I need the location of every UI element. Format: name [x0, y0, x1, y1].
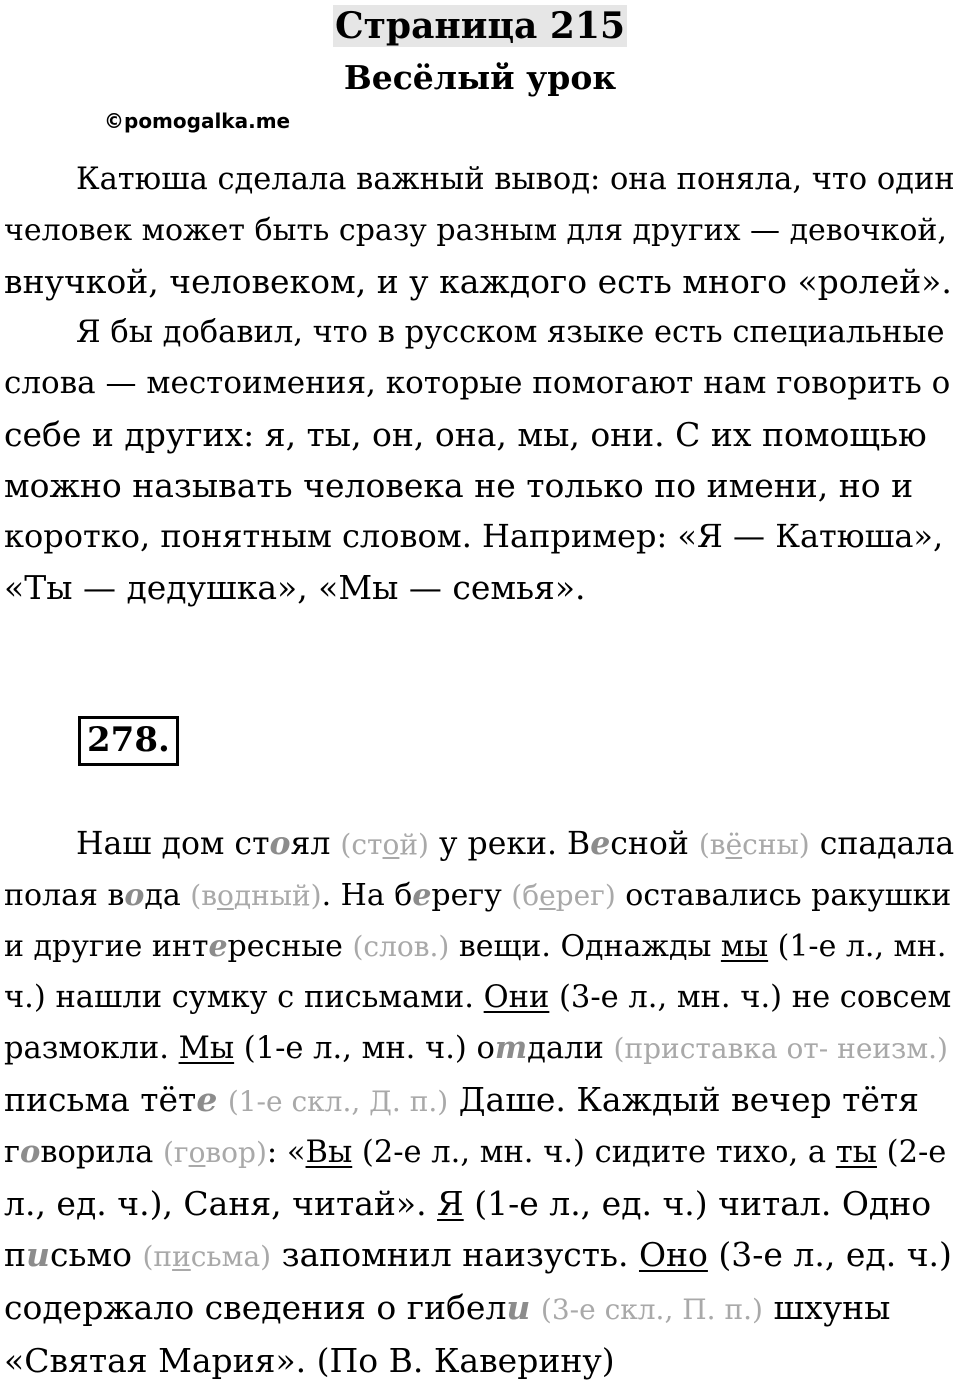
text-line: слова — местоимения, которые помогают нам говорить о	[4, 365, 951, 401]
pronoun: Вы	[305, 1135, 353, 1170]
hint: (берег)	[511, 879, 616, 912]
text-line: «Ты — дедушка», «Мы — семья».	[4, 568, 586, 607]
vowel-mark: о	[124, 878, 145, 913]
text-line: внучкой, человеком, и у каждого есть много «ролей».	[4, 262, 952, 301]
exercise-line: л., ед. ч.), Саня, читай». Я (1-е л., ед. ч.) читал. Одно	[4, 1184, 932, 1223]
exercise-line: полая вода (водный). На берегу (берег) оставались ракушки	[4, 878, 952, 913]
hint: (вёсны)	[698, 828, 810, 861]
exercise-number: 278.	[78, 716, 179, 766]
exercise-text	[4, 818, 956, 1386]
hint: (водный)	[190, 879, 322, 912]
page-subtitle: Весёлый урок	[343, 58, 617, 97]
hint: (приставка от- неизм.)	[613, 1032, 948, 1065]
hint: (стой)	[340, 828, 429, 861]
exercise-line: письмо (письма) запомнил наизусть. Оно (3-е л., ед. ч.)	[4, 1235, 952, 1274]
pronoun: ты	[835, 1135, 877, 1170]
vowel-mark: о	[19, 1134, 41, 1170]
text-line: можно называть человека не только по имени, но и	[4, 466, 914, 505]
exercise-line: содержало сведения о гибели (3-е скл., П. п.) шхуны	[4, 1288, 891, 1327]
text-line: себе и других: я, ты, он, она, мы, они. С их помощью	[4, 415, 927, 454]
exercise-line: говорила (говор): «Вы (2-е л., мн. ч.) сидите тихо, а ты (2-е	[4, 1134, 947, 1170]
answer-paragraph	[4, 154, 956, 613]
exercise-line: письма тёте (1-е скл., Д. п.) Даше. Каждый вечер тётя	[4, 1080, 919, 1119]
pronoun: Мы	[178, 1031, 235, 1066]
exercise-line: Наш дом стоял (стой) у реки. Весной (вёсны) спадала	[76, 825, 955, 862]
watermark: ©pomogalka.me	[104, 109, 291, 133]
vowel-mark: е	[412, 878, 432, 913]
text-line: Катюша сделала важный вывод: она поняла, что один	[76, 162, 955, 197]
pronoun: мы	[720, 929, 769, 964]
hint: (письма)	[142, 1240, 272, 1273]
text-line: коротко, понятным словом. Например: «Я — Катюша»,	[4, 517, 944, 555]
text-line: человек может быть сразу разным для других — девочкой,	[4, 213, 947, 248]
vowel-mark: т	[494, 1030, 528, 1066]
hint: (говор)	[162, 1136, 267, 1169]
hint: (3-е скл., П. п.)	[540, 1293, 763, 1326]
pronoun: Они	[483, 980, 550, 1015]
vowel-mark: и	[506, 1288, 531, 1327]
page-title-text: Страница 215	[334, 5, 626, 47]
exercise-line: ч.) нашли сумку с письмами. Они (3-е л., мн. ч.) не совсем	[4, 980, 952, 1015]
hint: (слов.)	[352, 930, 450, 963]
exercise-line: размокли. Мы (1-е л., мн. ч.) отдали (приставка от- неизм.)	[4, 1030, 948, 1066]
vowel-mark: и	[26, 1235, 50, 1274]
vowel-mark: е	[196, 1080, 218, 1119]
vowel-mark: о	[269, 825, 291, 862]
pronoun: Оно	[638, 1235, 708, 1274]
pronoun: Я	[437, 1184, 464, 1223]
text-line: Я бы добавил, что в русском языке есть специальные	[76, 315, 945, 350]
vowel-mark: е	[208, 929, 228, 964]
vowel-mark: е	[590, 825, 611, 862]
hint: (1-е скл., Д. п.)	[227, 1085, 449, 1118]
page-title	[0, 2, 960, 50]
exercise-line: «Святая Мария». (По В. Каверину)	[4, 1341, 615, 1380]
exercise-line: и другие интересные (слов.) вещи. Однажды мы (1-е л., мн.	[4, 929, 947, 964]
